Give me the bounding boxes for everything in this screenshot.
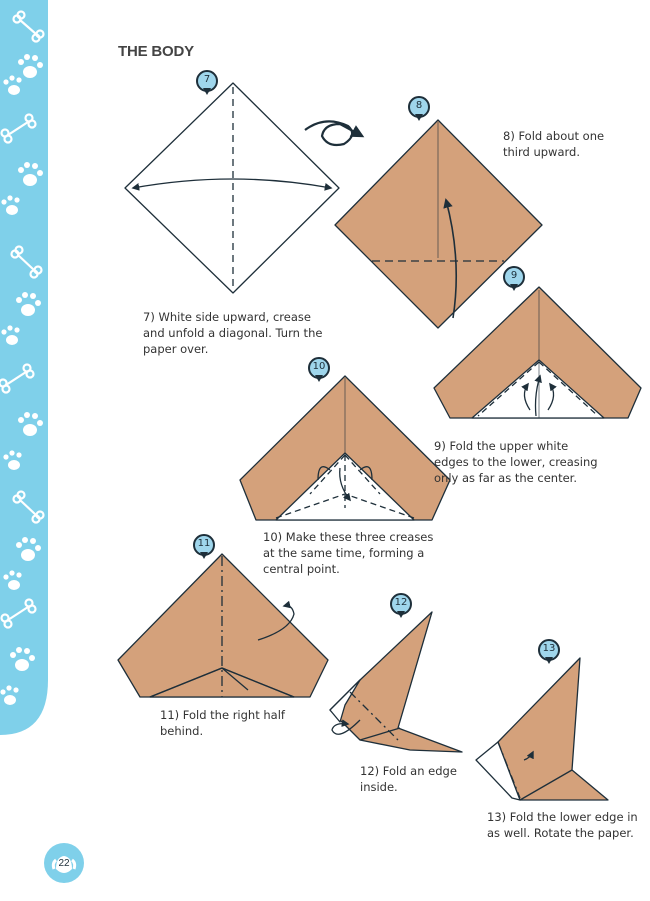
step-12-diagram (330, 612, 462, 752)
step-7-caption: 7) White side upward, crease and unfold a diagonal. Turn the paper over. (143, 310, 323, 356)
step-10-badge: 10 (308, 357, 330, 387)
step-13-caption: 13) Fold the lower edge in as well. Rotate the paper. (487, 810, 638, 840)
step-7-diagram (125, 83, 339, 293)
step-9-badge: 9 (503, 266, 525, 296)
step-10-diagram (240, 376, 450, 520)
step-7-badge: 7 (196, 70, 218, 100)
step-11-badge: 11 (193, 534, 215, 564)
page-title: THE BODY (118, 43, 194, 60)
step-12-caption: 12) Fold an edge inside. (360, 764, 457, 794)
step-12-badge: 12 (390, 593, 412, 623)
step-10-caption: 10) Make these three creases at the same time, forming a central point. (263, 530, 434, 576)
step-9-caption: 9) Fold the upper white edges to the lower, creasing only as far as the center. (434, 439, 598, 485)
step-13-badge: 13 (538, 639, 560, 669)
step-11-caption: 11) Fold the right half behind. (160, 708, 285, 738)
step-9-diagram (434, 287, 641, 418)
step-13-diagram (476, 658, 608, 800)
page-number: 22 (58, 858, 70, 869)
step-8-caption: 8) Fold about one third upward. (503, 129, 605, 159)
turn-over-icon (305, 121, 362, 145)
step-8-badge: 8 (408, 96, 430, 126)
